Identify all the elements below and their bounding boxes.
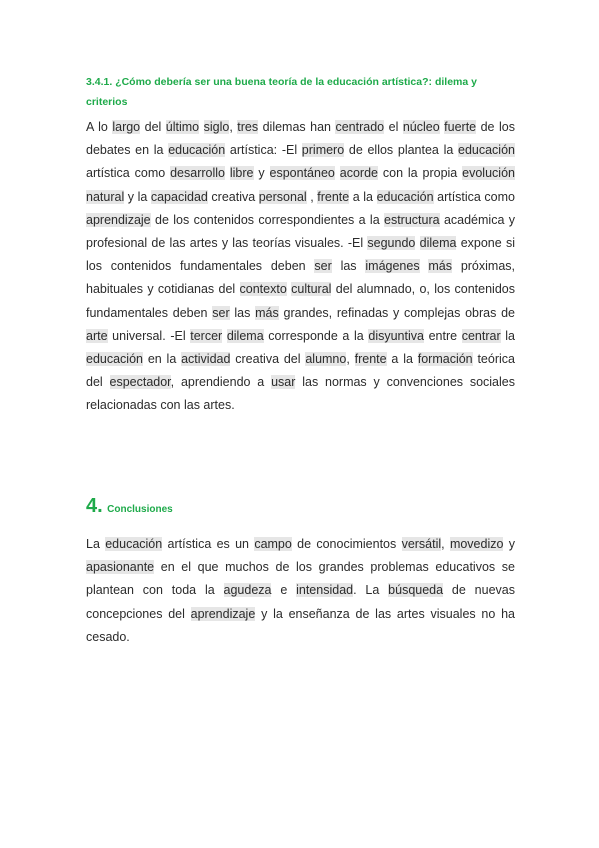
text-run: y xyxy=(503,537,515,551)
text-run: las xyxy=(331,259,366,274)
text-run: de nuevas concepciones del xyxy=(86,583,515,621)
highlighted-term: versátil xyxy=(401,537,442,551)
highlighted-term: más xyxy=(255,305,279,320)
text-run: en el que muchos de los grandes problemas educativos se plantean con toda la xyxy=(86,560,515,598)
text-run: expone si los contenidos fundamentales deben xyxy=(86,236,515,274)
highlighted-term: intensidad xyxy=(296,583,354,598)
highlighted-term: capacidad xyxy=(150,189,208,204)
text-run: de los debates en la xyxy=(86,120,515,158)
highlighted-term: educación xyxy=(105,537,163,551)
section-heading-3-4-1: 3.4.1. ¿Cómo debería ser una buena teoría de la educación artística?: dilema y criterios xyxy=(86,76,477,108)
text-run: artística como xyxy=(433,189,515,204)
text-run: del alumnado, o, los contenidos fundamentales deben xyxy=(86,282,515,320)
text-run: creativa del xyxy=(230,352,306,367)
text-run: entre xyxy=(423,328,462,343)
text-run: con la propia xyxy=(377,166,463,181)
text-run: . La xyxy=(353,583,389,598)
highlighted-term: tres xyxy=(237,120,259,134)
text-run: grandes, refinadas y complejas obras de xyxy=(278,305,515,320)
highlighted-term: fuerte xyxy=(444,120,477,134)
highlighted-term: natural xyxy=(86,189,125,204)
highlighted-term: ser xyxy=(314,259,332,274)
highlighted-term: alumno xyxy=(305,352,347,367)
text-run: , xyxy=(306,189,318,204)
text-run: corresponde a la xyxy=(263,328,369,343)
highlighted-term: desarrollo xyxy=(170,166,225,181)
highlighted-term: usar xyxy=(271,375,296,390)
text-run: y xyxy=(253,166,270,181)
highlighted-term: más xyxy=(428,259,453,274)
text-run: , xyxy=(229,120,238,134)
text-run: artística como xyxy=(86,166,171,181)
highlighted-term: contexto xyxy=(239,282,287,297)
highlighted-term: núcleo xyxy=(402,120,440,134)
text-run: La xyxy=(86,537,106,551)
text-run xyxy=(199,120,203,134)
highlighted-term: arte xyxy=(86,328,108,343)
text-run: , aprendiendo a xyxy=(170,375,272,390)
highlighted-term: aprendizaje xyxy=(190,606,256,621)
highlighted-term: espontáneo xyxy=(269,166,335,181)
highlighted-term: frente xyxy=(354,352,387,367)
text-run: académica y profesional de las artes y las teorías visuales. -El xyxy=(86,212,515,251)
highlighted-term: segundo xyxy=(367,236,416,251)
text-run: el xyxy=(384,120,403,134)
highlighted-term: centrar xyxy=(461,328,501,343)
text-run: a la xyxy=(386,352,418,367)
highlighted-term: búsqueda xyxy=(388,583,444,598)
text-run: , xyxy=(441,537,450,551)
section-number: 4. xyxy=(86,495,103,517)
text-run: A lo xyxy=(86,120,113,134)
text-run: e xyxy=(271,583,297,598)
highlighted-term: acorde xyxy=(339,166,378,181)
highlighted-term: formación xyxy=(417,352,473,367)
text-run: del xyxy=(140,120,166,134)
highlighted-term: primero xyxy=(301,143,345,158)
highlighted-term: centrado xyxy=(335,120,385,134)
highlighted-term: estructura xyxy=(384,212,440,227)
paragraph-dilemmas xyxy=(86,116,515,418)
highlighted-term: aprendizaje xyxy=(86,212,151,227)
text-run: a la xyxy=(349,189,377,204)
text-run: de ellos plantea la xyxy=(344,143,458,158)
text-run: , xyxy=(346,352,355,367)
highlighted-term: actividad xyxy=(181,352,231,367)
highlighted-term: educación xyxy=(458,143,515,158)
text-run: la xyxy=(500,328,516,343)
section-title: Conclusiones xyxy=(107,504,173,515)
text-run: en la xyxy=(143,352,182,367)
highlighted-term: personal xyxy=(258,189,307,204)
highlighted-term: evolución xyxy=(462,166,515,181)
highlighted-term: educación xyxy=(376,189,434,204)
highlighted-term: agudeza xyxy=(223,583,272,598)
text-run: las normas y convenciones sociales relacionadas con las artes. xyxy=(86,375,515,413)
text-run: creativa xyxy=(207,189,259,204)
highlighted-term: campo xyxy=(254,537,292,551)
highlighted-term: apasionante xyxy=(86,560,155,575)
text-run: de conocimientos xyxy=(291,537,402,551)
text-run: de los contenidos correspondientes a la xyxy=(150,212,384,227)
text-run: artística: -El xyxy=(225,143,302,158)
text-run: y la enseñanza de las artes visuales no ha cesado. xyxy=(86,606,515,644)
highlighted-term: cultural xyxy=(291,282,332,297)
paragraph-conclusions xyxy=(86,533,515,649)
text-run xyxy=(415,236,419,250)
highlighted-term: siglo xyxy=(203,120,230,134)
highlighted-term: largo xyxy=(112,120,141,134)
highlighted-term: educación xyxy=(168,143,226,158)
text-run: universal. -El xyxy=(107,328,191,343)
highlighted-term: tercer xyxy=(190,328,223,343)
highlighted-term: dilema xyxy=(226,328,264,343)
text-run: dilemas han xyxy=(258,120,336,134)
highlighted-term: libre xyxy=(229,166,254,181)
highlighted-term: ser xyxy=(212,305,230,320)
highlighted-term: movedizo xyxy=(449,537,504,551)
highlighted-term: espectador xyxy=(109,375,171,390)
text-run: próximas, habituales y cotidianas del xyxy=(86,259,515,297)
text-run: teórica del xyxy=(86,352,515,390)
text-run: artística es un xyxy=(162,537,255,551)
highlighted-term: dilema xyxy=(419,236,457,251)
highlighted-term: imágenes xyxy=(365,259,420,274)
section-heading-4 xyxy=(86,495,173,518)
highlighted-term: disyuntiva xyxy=(368,328,424,343)
text-run: y la xyxy=(124,189,151,204)
highlighted-term: frente xyxy=(317,189,350,204)
text-run: las xyxy=(229,305,256,320)
highlighted-term: educación xyxy=(86,352,143,367)
highlighted-term: último xyxy=(165,120,200,134)
